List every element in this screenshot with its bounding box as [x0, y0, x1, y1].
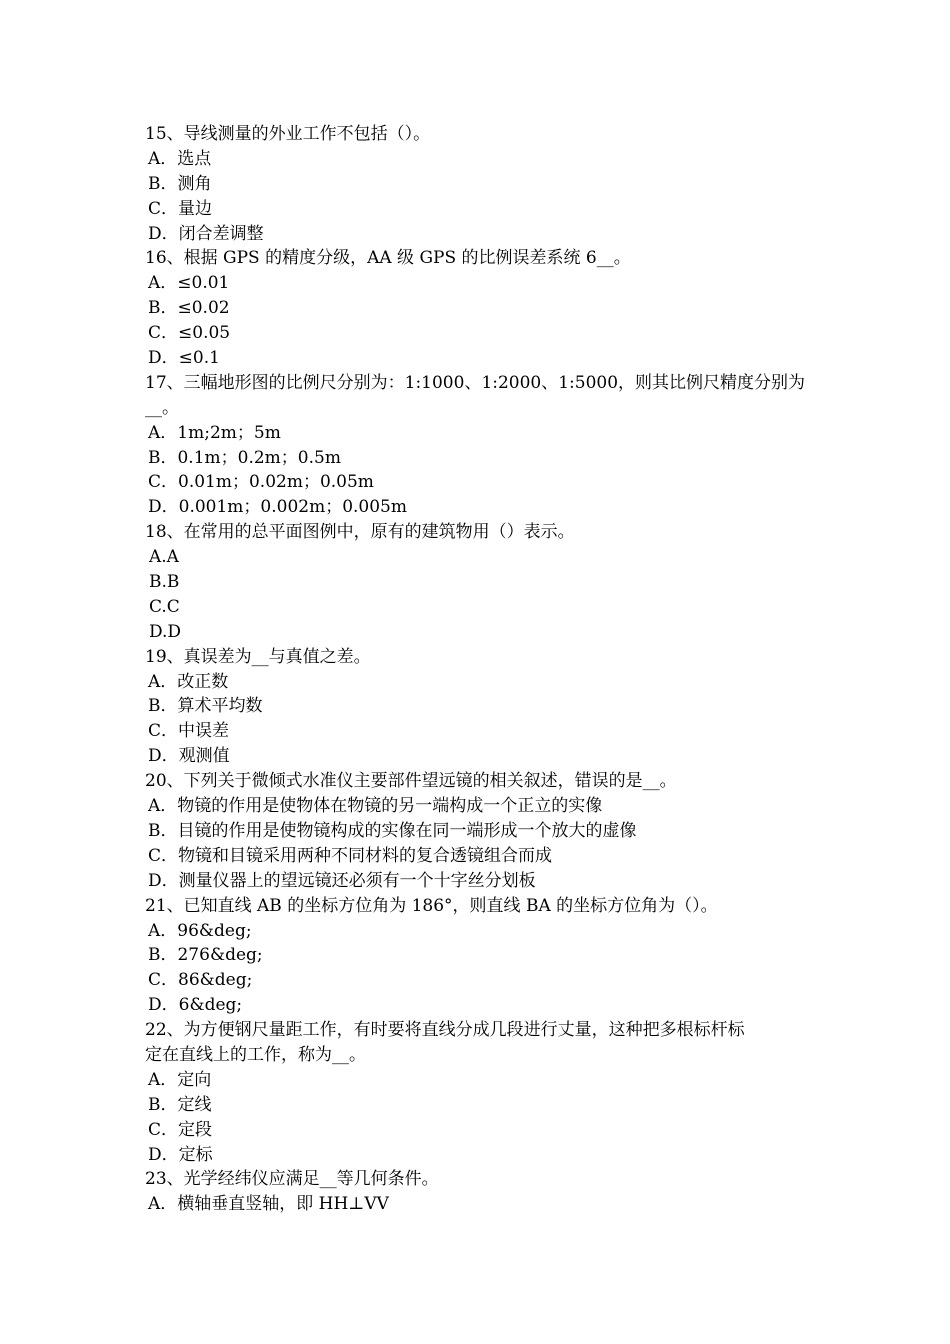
answer-option: C．定段 — [148, 1119, 213, 1140]
answer-option: C.C — [149, 596, 180, 617]
answer-option: D．测量仪器上的望远镜还必须有一个十字丝分划板 — [148, 870, 536, 891]
answer-option: A．≤0.01 — [148, 273, 230, 294]
question-text: 23、光学经纬仪应满足__等几何条件。 — [145, 1169, 439, 1190]
answer-option: C．量边 — [148, 198, 213, 219]
exam-questions — [145, 122, 815, 1217]
answer-option: B．目镜的作用是使物镜构成的实像在同一端形成一个放大的虚像 — [148, 820, 637, 841]
answer-option: D．6&deg; — [148, 995, 243, 1016]
question-text: 定在直线上的工作，称为__。 — [145, 1044, 366, 1065]
answer-option: A．物镜的作用是使物体在物镜的另一端构成一个正立的实像 — [148, 796, 603, 817]
question-text: __。 — [145, 397, 179, 418]
answer-option: B．0.1m；0.2m；0.5m — [148, 447, 341, 468]
answer-option: C．物镜和目镜采用两种不同材料的复合透镜组合而成 — [148, 845, 553, 866]
answer-option: B．定线 — [148, 1094, 212, 1115]
answer-option: B．276&deg; — [148, 945, 263, 966]
answer-option: A．定向 — [148, 1069, 212, 1090]
question-text: 17、三幅地形图的比例尺分别为：1:1000、1:2000、1:5000，则其比例尺精度分别为 — [145, 372, 806, 393]
answer-option: A．选点 — [148, 148, 212, 169]
answer-option: B.B — [149, 572, 180, 593]
question-text: 21、已知直线 AB 的坐标方位角为 186°，则直线 BA 的坐标方位角为（）。 — [145, 895, 718, 916]
answer-option: D．定标 — [148, 1144, 213, 1165]
answer-option: A.A — [149, 547, 179, 568]
answer-option: A．96&deg; — [148, 920, 252, 941]
answer-option: C．≤0.05 — [148, 323, 231, 344]
answer-option: C．86&deg; — [148, 970, 253, 991]
question-text: 20、下列关于微倾式水准仪主要部件望远镜的相关叙述，错误的是__。 — [145, 771, 677, 792]
question-text: 19、真误差为__与真值之差。 — [145, 646, 371, 667]
answer-option: D．0.001m；0.002m；0.005m — [148, 497, 407, 518]
question-text: 18、在常用的总平面图例中，原有的建筑物用（）表示。 — [145, 522, 575, 543]
answer-option: B．算术平均数 — [148, 696, 263, 717]
question-text: 15、导线测量的外业工作不包括（）。 — [145, 124, 431, 144]
answer-option: B．≤0.02 — [148, 298, 230, 319]
question-text: 22、为方便钢尺量距工作，有时要将直线分成几段进行丈量，这种把多根标杆标 — [145, 1020, 745, 1041]
answer-option: A．横轴垂直竖轴，即 HH⊥VV — [148, 1194, 389, 1215]
answer-option: C．中误差 — [148, 721, 230, 742]
question-text: 16、根据 GPS 的精度分级，AA 级 GPS 的比例误差系统 6__。 — [145, 248, 631, 269]
answer-option: B．测角 — [148, 173, 212, 194]
answer-option: D．闭合差调整 — [148, 223, 264, 244]
answer-option: D．观测值 — [148, 746, 230, 767]
answer-option: A．改正数 — [148, 671, 229, 692]
answer-option: A．1m;2m；5m — [148, 422, 281, 443]
answer-option: D．≤0.1 — [148, 348, 220, 369]
answer-option: C．0.01m；0.02m；0.05m — [148, 472, 374, 493]
answer-option: D.D — [149, 621, 182, 642]
